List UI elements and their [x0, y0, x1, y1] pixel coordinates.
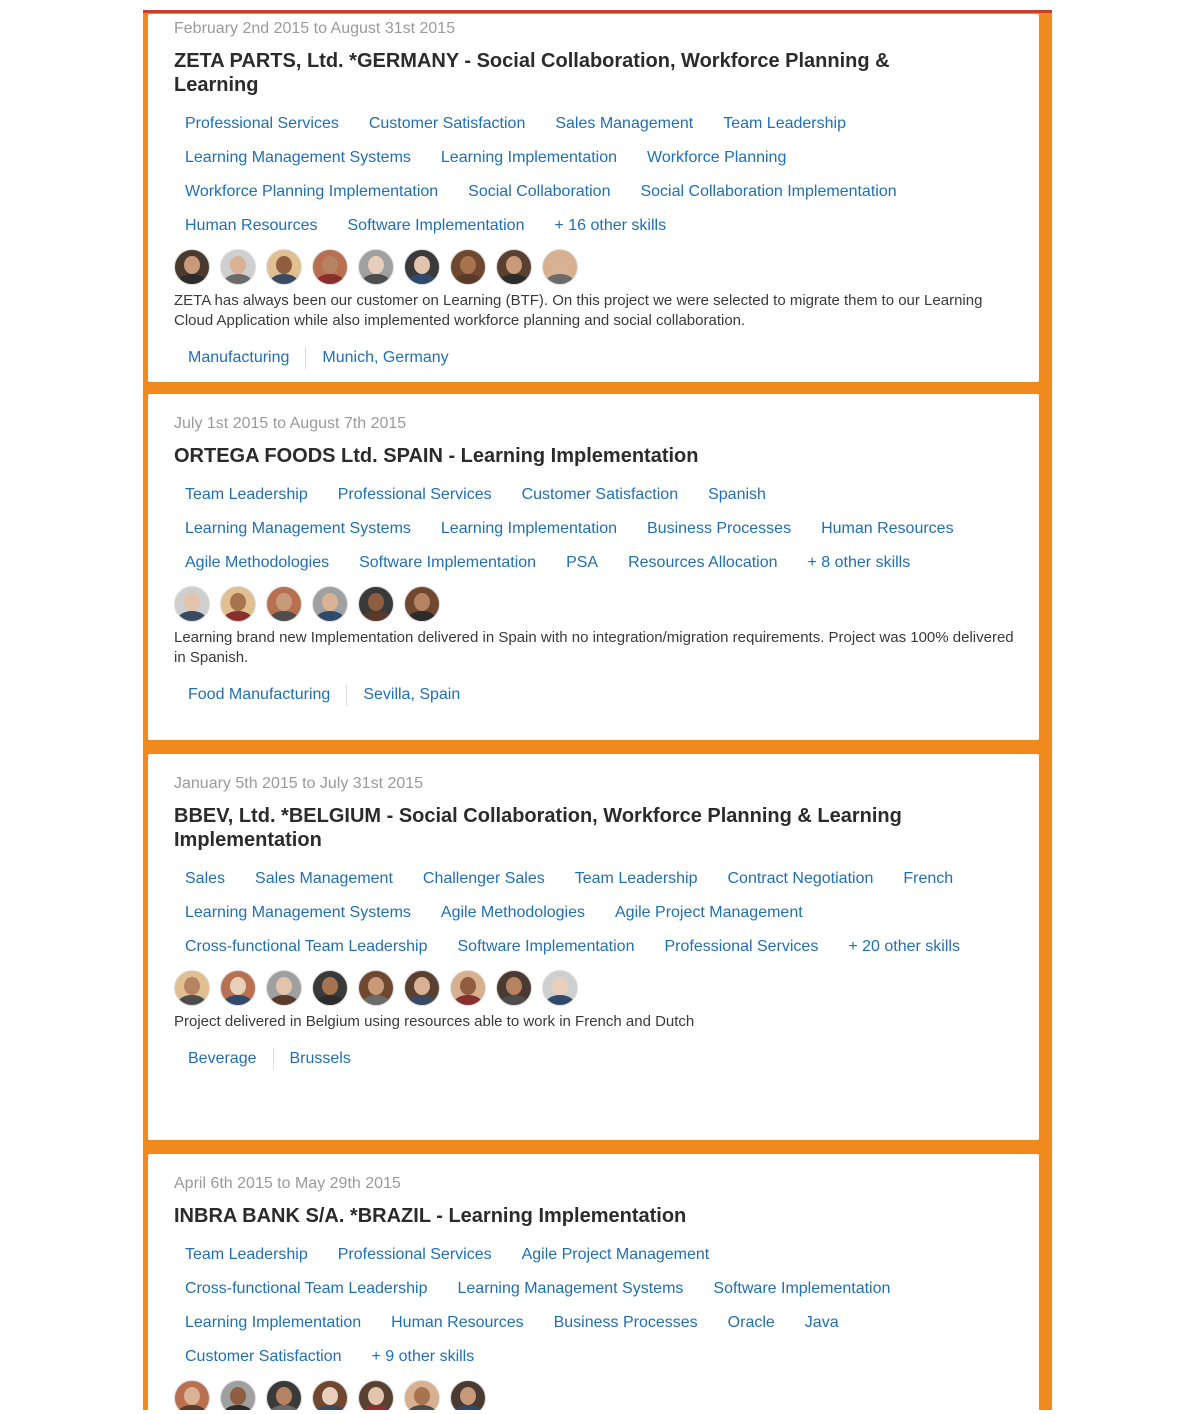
- skill-tag[interactable]: Team Leadership: [723, 115, 846, 132]
- person-avatar-icon[interactable]: [220, 586, 256, 622]
- avatar-face: [460, 977, 476, 995]
- avatar-face: [414, 977, 430, 995]
- avatar-face: [276, 1387, 292, 1405]
- project-card: [148, 754, 1039, 1140]
- avatar-shoulders: [546, 995, 574, 1006]
- project-description: Project delivered in Belgium using resources able to work in French and Dutch: [174, 1013, 695, 1030]
- skill-tag[interactable]: Cross-functional Team Leadership: [185, 938, 428, 955]
- skill-tag[interactable]: Learning Implementation: [440, 149, 618, 166]
- avatar-face: [184, 1387, 200, 1405]
- skill-tag[interactable]: Social Collaboration: [468, 183, 611, 200]
- skill-tag[interactable]: Workforce Planning: [647, 149, 787, 166]
- avatar-face: [276, 256, 292, 274]
- project-date-range: July 1st 2015 to August 7th 2015: [174, 415, 407, 432]
- person-avatar-icon[interactable]: [266, 970, 302, 1006]
- avatar-shoulders: [270, 274, 298, 285]
- skill-tag[interactable]: + 9 other skills: [371, 1348, 475, 1365]
- skill-tag[interactable]: Sales Management: [555, 115, 694, 132]
- avatar-shoulders: [408, 611, 436, 622]
- person-avatar-icon[interactable]: [266, 1380, 302, 1410]
- skill-tag[interactable]: Customer Satisfaction: [368, 115, 526, 132]
- person-avatar-icon[interactable]: [358, 1380, 394, 1410]
- skill-tag[interactable]: Team Leadership: [574, 870, 698, 887]
- project-meta: [174, 684, 1019, 706]
- avatar-shoulders: [316, 274, 344, 285]
- person-avatar-icon[interactable]: [404, 586, 440, 622]
- skill-tag[interactable]: Agile Methodologies: [440, 904, 585, 921]
- person-avatar-icon[interactable]: [450, 1380, 486, 1410]
- avatar-shoulders: [546, 274, 574, 285]
- skill-tags: [174, 107, 985, 243]
- project-description: ZETA has always been our customer on Learning (BTF). On this project we were selected to migrate them to our Learning Cloud Application while also implemented workforce planning and social collaboration.: [174, 292, 983, 329]
- project-date-range: April 6th 2015 to May 29th 2015: [174, 1175, 401, 1192]
- skill-tag[interactable]: Sales Management: [255, 870, 393, 887]
- avatar-face: [276, 593, 292, 611]
- skill-tag[interactable]: Agile Project Management: [615, 904, 803, 921]
- avatar-shoulders: [224, 1405, 252, 1410]
- avatar-shoulders: [362, 611, 390, 622]
- person-avatar-icon[interactable]: [542, 249, 578, 285]
- person-avatar-icon[interactable]: [220, 970, 256, 1006]
- person-avatar-icon[interactable]: [404, 249, 440, 285]
- avatar-face: [184, 593, 200, 611]
- avatar-shoulders: [270, 1405, 298, 1410]
- avatar-shoulders: [316, 1405, 344, 1410]
- avatar-face: [184, 977, 200, 995]
- avatar-shoulders: [362, 995, 390, 1006]
- avatar-shoulders: [224, 274, 252, 285]
- top-accent-bar: [143, 10, 1052, 13]
- avatar-face: [368, 1387, 384, 1405]
- avatar-shoulders: [178, 1405, 206, 1410]
- project-description: Learning brand new Implementation delivered in Spain with no integration/migration requirements. Project was 100% delivered in Spanish.: [174, 629, 1014, 666]
- avatar-shoulders: [500, 995, 528, 1006]
- location-link[interactable]: Munich, Germany: [322, 349, 449, 366]
- location-link[interactable]: Sevilla, Spain: [363, 686, 461, 703]
- avatar-shoulders: [178, 611, 206, 622]
- avatar-face: [414, 256, 430, 274]
- skill-tag[interactable]: Human Resources: [185, 217, 318, 234]
- project-list: [143, 10, 1052, 1410]
- avatar-face: [322, 1387, 338, 1405]
- skill-tag[interactable]: Professional Services: [185, 115, 339, 132]
- avatar-face: [414, 1387, 430, 1405]
- project-meta: [174, 1048, 1019, 1070]
- skill-tag[interactable]: Contract Negotiation: [727, 870, 874, 887]
- skill-tag[interactable]: Human Resources: [821, 520, 954, 537]
- avatar-face: [368, 256, 384, 274]
- skill-tag[interactable]: Team Leadership: [185, 486, 308, 503]
- avatar-shoulders: [316, 611, 344, 622]
- skill-tag[interactable]: Learning Management Systems: [457, 1280, 684, 1297]
- person-avatar-icon[interactable]: [450, 249, 486, 285]
- avatar-shoulders: [454, 274, 482, 285]
- skill-tag[interactable]: Customer Satisfaction: [521, 486, 679, 503]
- skill-tag[interactable]: Business Processes: [553, 1314, 698, 1331]
- avatar-shoulders: [224, 995, 252, 1006]
- team-avatars: [174, 1380, 1019, 1410]
- project-title[interactable]: BBEV, Ltd. *BELGIUM - Social Collaboration, Workforce Planning & Learning Implementation: [174, 805, 902, 851]
- skill-tag[interactable]: Learning Implementation: [185, 1314, 362, 1331]
- skill-tag[interactable]: Java: [804, 1314, 839, 1331]
- avatar-face: [322, 593, 338, 611]
- avatar-shoulders: [362, 1405, 390, 1410]
- person-avatar-icon[interactable]: [312, 1380, 348, 1410]
- industry-link[interactable]: Beverage: [188, 1050, 257, 1067]
- skill-tag[interactable]: Customer Satisfaction: [185, 1348, 342, 1365]
- project-title[interactable]: INBRA BANK S/A. *BRAZIL - Learning Implementation: [174, 1205, 687, 1227]
- avatar-shoulders: [500, 274, 528, 285]
- person-avatar-icon[interactable]: [496, 970, 532, 1006]
- person-avatar-icon[interactable]: [220, 249, 256, 285]
- avatar-shoulders: [316, 995, 344, 1006]
- person-avatar-icon[interactable]: [404, 970, 440, 1006]
- skill-tag[interactable]: Resources Allocation: [628, 554, 778, 571]
- avatar-shoulders: [178, 274, 206, 285]
- avatar-shoulders: [224, 611, 252, 622]
- skill-tag[interactable]: Team Leadership: [185, 1246, 308, 1263]
- skill-tag[interactable]: Learning Implementation: [440, 520, 618, 537]
- person-avatar-icon[interactable]: [174, 586, 210, 622]
- avatar-shoulders: [408, 995, 436, 1006]
- person-avatar-icon[interactable]: [312, 249, 348, 285]
- avatar-shoulders: [270, 995, 298, 1006]
- person-avatar-icon[interactable]: [266, 249, 302, 285]
- avatar-face: [368, 593, 384, 611]
- avatar-face: [322, 256, 338, 274]
- avatar-shoulders: [408, 1405, 436, 1410]
- skill-tag[interactable]: Social Collaboration Implementation: [640, 183, 897, 200]
- team-avatars: [174, 970, 1019, 1006]
- avatar-shoulders: [362, 274, 390, 285]
- avatar-shoulders: [454, 995, 482, 1006]
- avatar-face: [230, 256, 246, 274]
- skill-tag[interactable]: Human Resources: [391, 1314, 524, 1331]
- person-avatar-icon[interactable]: [174, 249, 210, 285]
- project-date-range: February 2nd 2015 to August 31st 2015: [174, 20, 456, 37]
- avatar-face: [184, 256, 200, 274]
- person-avatar-icon[interactable]: [542, 970, 578, 1006]
- skill-tag[interactable]: + 16 other skills: [554, 217, 667, 234]
- avatar-shoulders: [454, 1405, 482, 1410]
- skill-tag[interactable]: Spanish: [708, 486, 766, 503]
- skill-tag[interactable]: Professional Services: [337, 1246, 492, 1263]
- project-title[interactable]: ORTEGA FOODS Ltd. SPAIN - Learning Implementation: [174, 445, 699, 467]
- project-card: [148, 1154, 1039, 1410]
- skill-tag[interactable]: Software Implementation: [713, 1280, 891, 1297]
- location-link[interactable]: Brussels: [289, 1050, 351, 1067]
- team-avatars: [174, 586, 1019, 622]
- person-avatar-icon[interactable]: [358, 249, 394, 285]
- industry-link[interactable]: Manufacturing: [188, 349, 290, 366]
- project-title[interactable]: ZETA PARTS, Ltd. *GERMANY - Social Collaboration, Workforce Planning & Learning: [174, 50, 890, 96]
- project-meta: [174, 347, 1019, 369]
- avatar-face: [552, 256, 568, 274]
- project-card: [148, 14, 1039, 382]
- avatar-face: [322, 977, 338, 995]
- skill-tag[interactable]: + 8 other skills: [807, 554, 911, 571]
- person-avatar-icon[interactable]: [496, 249, 532, 285]
- skill-tag[interactable]: French: [903, 870, 954, 887]
- person-avatar-icon[interactable]: [450, 970, 486, 1006]
- skill-tag[interactable]: Learning Management Systems: [185, 904, 411, 921]
- avatar-face: [460, 1387, 476, 1405]
- person-avatar-icon[interactable]: [220, 1380, 256, 1410]
- avatar-face: [506, 977, 522, 995]
- skill-tag[interactable]: Agile Methodologies: [185, 554, 330, 571]
- meta-divider: [273, 1048, 274, 1070]
- skill-tag[interactable]: Workforce Planning Implementation: [185, 183, 439, 200]
- page-margin-left: [0, 0, 143, 1414]
- avatar-shoulders: [270, 611, 298, 622]
- avatar-shoulders: [178, 995, 206, 1006]
- avatar-face: [230, 977, 246, 995]
- skill-tag[interactable]: Software Implementation: [347, 217, 525, 234]
- person-avatar-icon[interactable]: [266, 586, 302, 622]
- avatar-face: [276, 977, 292, 995]
- skill-tag[interactable]: + 20 other skills: [848, 938, 960, 955]
- person-avatar-icon[interactable]: [312, 586, 348, 622]
- skill-tags: [174, 478, 1015, 580]
- meta-divider: [305, 347, 306, 369]
- skill-tag[interactable]: Learning Management Systems: [185, 149, 411, 166]
- avatar-face: [506, 256, 522, 274]
- avatar-face: [230, 1387, 246, 1405]
- avatar-face: [368, 977, 384, 995]
- person-avatar-icon[interactable]: [404, 1380, 440, 1410]
- meta-divider: [346, 684, 347, 706]
- skill-tag[interactable]: Professional Services: [664, 938, 819, 955]
- industry-link[interactable]: Food Manufacturing: [188, 686, 331, 703]
- avatar-face: [552, 977, 568, 995]
- skill-tags: [174, 1238, 985, 1374]
- skill-tags: [174, 862, 1015, 964]
- skill-tag[interactable]: Business Processes: [647, 520, 792, 537]
- avatar-face: [414, 593, 430, 611]
- person-avatar-icon[interactable]: [174, 970, 210, 1006]
- team-avatars: [174, 249, 1019, 285]
- skill-tag[interactable]: Software Implementation: [359, 554, 537, 571]
- page-margin-right: [1052, 0, 1200, 1414]
- person-avatar-icon[interactable]: [174, 1380, 210, 1410]
- skill-tag[interactable]: Agile Project Management: [521, 1246, 710, 1263]
- person-avatar-icon[interactable]: [312, 970, 348, 1006]
- skill-tag[interactable]: Oracle: [727, 1314, 775, 1331]
- project-card: [148, 394, 1039, 740]
- skill-tag[interactable]: Challenger Sales: [422, 870, 545, 887]
- skill-tag[interactable]: PSA: [566, 554, 599, 571]
- person-avatar-icon[interactable]: [358, 970, 394, 1006]
- avatar-face: [230, 593, 246, 611]
- skill-tag[interactable]: Learning Management Systems: [185, 520, 411, 537]
- skill-tag[interactable]: Cross-functional Team Leadership: [185, 1280, 428, 1297]
- skill-tag[interactable]: Software Implementation: [457, 938, 635, 955]
- project-date-range: January 5th 2015 to July 31st 2015: [174, 775, 424, 792]
- skill-tag[interactable]: Professional Services: [337, 486, 492, 503]
- avatar-shoulders: [408, 274, 436, 285]
- skill-tag[interactable]: Sales: [185, 870, 226, 887]
- person-avatar-icon[interactable]: [358, 586, 394, 622]
- avatar-face: [460, 256, 476, 274]
